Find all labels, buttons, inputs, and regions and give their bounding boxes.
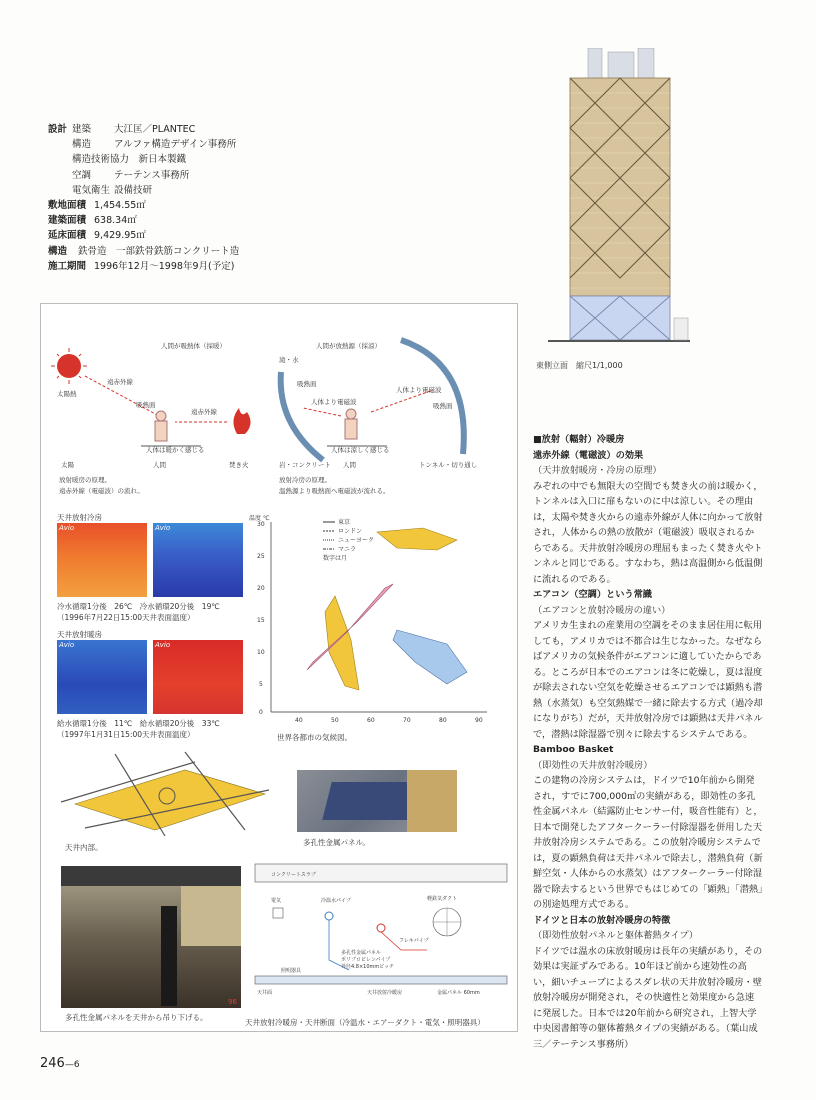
sun-icon xyxy=(57,354,81,378)
light-label: 照明器具 xyxy=(281,968,302,974)
absorb-surface-label-2: 吸熱面 xyxy=(297,380,317,388)
person-label: 人間 xyxy=(153,461,166,469)
london-area xyxy=(393,630,467,684)
svg-text:0: 0 xyxy=(259,709,263,716)
spec-value: 9,429.95㎡ xyxy=(94,230,146,242)
heating-date: （1997年1月31日15:00天井表面温度） xyxy=(57,730,195,739)
elec-label: 電気 xyxy=(271,898,282,904)
pp-label: ポリプロピレンパイプ xyxy=(341,957,391,963)
rock-label: 岩・コンクリート xyxy=(279,461,331,469)
thermo-brand: Avio xyxy=(59,524,75,532)
section-body: みぞれの中でも無限大の空間でも焚き火の前は暖かく，トンネルは入口に扉もないのに中は涼しい。その理由は，太陽や焚き火からの遠赤外線が人体に向かって放射され，人体からの熱の放散が（電磁波）吸収されるからである。天井放射冷暖房の理屈もまったく焚き火やトンネルと同じである。すなわち，熱は高温側から低温側に流れるのである。 xyxy=(533,480,763,585)
ceiling-interior-sketch xyxy=(55,744,275,840)
heat-caption-2: 遠赤外線（電磁波）の流れ。 xyxy=(59,487,144,495)
svg-text:15: 15 xyxy=(257,617,265,624)
spec-value: 鉄骨造 一部鉄骨鉄筋コンクリート造 xyxy=(78,245,240,257)
ceiling-heating-title: 天井放射暖房 xyxy=(57,630,102,639)
spec-value: 新日本製鐵 xyxy=(138,154,187,166)
photo-number: 96 xyxy=(228,998,237,1006)
person-icon-2 xyxy=(345,409,357,439)
metal-panel-caption: 多孔性金属パネル。 xyxy=(303,838,370,847)
svg-text:50: 50 xyxy=(331,717,339,724)
spec-design-label: 設計 xyxy=(48,124,68,135)
ceiling-cooling-label: 天井放射冷暖房 xyxy=(367,990,403,996)
cooling-title: 人間が放熱源（採涼） xyxy=(316,342,381,350)
person-label-2: 人間 xyxy=(343,461,356,469)
climate-chart xyxy=(247,512,497,730)
ceiling-cooling-title: 天井放射冷房 xyxy=(57,513,102,522)
svg-text:80: 80 xyxy=(439,717,447,724)
slab-label: コンクリートスラブ xyxy=(271,872,316,878)
tokyo-area xyxy=(325,596,359,690)
climate-legend xyxy=(323,518,374,562)
duct-label: 軽鉄気ダクト xyxy=(427,896,458,902)
thermal-image-heat-2 xyxy=(153,640,243,714)
svg-text:5: 5 xyxy=(259,681,263,688)
spec-key: 建築面積 xyxy=(48,215,87,227)
section-title: Bamboo Basket xyxy=(533,744,614,755)
section-body: この建物の冷房システムは，ドイツで10年前から開発され，すでに700,000㎡の実績がある，即効性の多孔性金属パネル（結露防止センサー付，吸音性能有）と，日本で開発したアフタークーラー付除湿器を併用した天井放射冷房システムである。この放射冷暖房システムでは，夏の顕熱負荷は天井パネルで除去し，潜熱負荷（新鮮空気・人体からの水蒸気）はアフタークーラー付除湿器で除去するという世界でもはじめての「顕熱」「潜熱」の別途処理方式である。 xyxy=(533,775,763,910)
pp-size-label: 外径4.8×10mmピッチ xyxy=(341,964,395,970)
svg-text:数字は月: 数字は月 xyxy=(323,555,348,562)
section-body: ドイツでは温水の床放射暖房は長年の実績があり，その効果は実証ずみである。10年ほど前から速効性の高い，細いチューブによるスダレ状の天井放射冷暖房・壁放射冷暖房が開発され，その快適性と効果度から急速に発展した。日本では20年前から研究され，上智大学中央図書館等の躯体蓄熱タイプの実績がある。（葉山成三／テーテンス事務所） xyxy=(533,945,763,1050)
ceiling-interior-caption: 天井内部。 xyxy=(65,843,103,852)
tower-elevation-drawing xyxy=(540,48,690,353)
sun-heat-label: 太陽熱 xyxy=(57,390,77,398)
radiation-principle-diagram xyxy=(41,304,515,504)
svg-text:ニューヨーク: ニューヨーク xyxy=(338,537,375,544)
spec-value: 1,454.55㎡ xyxy=(94,200,146,212)
heating-title: 人間が吸熱体（採暖） xyxy=(161,342,226,350)
sun-label: 太陽 xyxy=(61,461,74,469)
spec-key: 施工期間 xyxy=(48,260,87,272)
svg-text:東京: 東京 xyxy=(338,519,351,526)
ceiling-label: 天井面 xyxy=(257,990,273,996)
far-ir-label: 遠赤外線 xyxy=(107,378,133,386)
spec-key: 敷地面積 xyxy=(48,200,87,212)
page-number: 246—6 xyxy=(40,1056,80,1071)
warm-feel-label: 人体は暖かく感じる xyxy=(146,446,205,454)
spec-key: 建築 xyxy=(72,124,92,135)
spec-key: 構造 xyxy=(72,139,92,151)
metal-panel-photo xyxy=(297,770,457,832)
thermo-brand: Avio xyxy=(155,641,171,649)
heating-caption-1: 給水循環1分後 11℃ 給水循環20分後 33℃ xyxy=(57,719,220,728)
climate-axis-label: 温度 ℃ xyxy=(249,515,270,522)
hanging-panel-photo xyxy=(61,866,241,1008)
manila-area xyxy=(377,528,457,550)
person-icon xyxy=(155,411,167,441)
spec-value: テーテンス事務所 xyxy=(114,169,190,181)
pipe-label: 冷温水パイプ xyxy=(321,898,351,904)
spec-key: 構造技術協力 xyxy=(72,154,130,166)
section-paren: （エアコンと放射冷暖房の違い） xyxy=(533,604,671,616)
section-title: ドイツと日本の放射冷暖房の特徴 xyxy=(533,914,671,926)
spec-value: アルファ構造デザイン事務所 xyxy=(114,139,237,151)
ir-from-body-label: 人体より電磁波 xyxy=(311,398,357,406)
svg-text:20: 20 xyxy=(257,585,265,592)
spec-key: 延床面積 xyxy=(48,230,87,242)
cool-caption-1: 放射冷房の原理。 xyxy=(279,476,331,484)
cooling-caption-1: 冷水循環1分後 26℃ 冷水循環20分後 19℃ xyxy=(57,602,220,611)
spec-value: 638.34㎡ xyxy=(94,215,137,227)
hanging-caption: 多孔性金属パネルを天井から吊り下げる。 xyxy=(65,1013,208,1022)
thermo-brand: Avio xyxy=(155,524,171,532)
section-paren: （天井放射暖房・冷房の原理） xyxy=(533,465,662,476)
svg-text:70: 70 xyxy=(403,717,411,724)
panel-label: 多孔性金属パネル xyxy=(341,950,382,956)
svg-text:25: 25 xyxy=(257,553,265,560)
section-subtitle: 遠赤外線（電磁波）の効果 xyxy=(533,449,644,461)
spec-key: 構造 xyxy=(48,245,68,257)
section-paren: （即効性放射パネルと躯体蓄熱タイプ） xyxy=(533,930,699,941)
flex-label: フレキパイプ xyxy=(399,938,429,944)
spec-key: 電気衛生 xyxy=(72,184,111,196)
section-title: エアコン（空調）という常識 xyxy=(533,589,652,600)
climate-caption: 世界各都市の気候図。 xyxy=(277,733,352,742)
svg-text:10: 10 xyxy=(257,649,265,656)
heat-caption-1: 放射暖房の原理。 xyxy=(59,476,111,484)
svg-text:30: 30 xyxy=(257,521,265,528)
thermal-image-cool-2 xyxy=(153,523,243,597)
cooling-date: （1996年7月22日15:00天井表面温度） xyxy=(57,613,195,622)
metal-label: 金属パネル 60mm xyxy=(437,990,480,996)
thermal-image-cool-1 xyxy=(57,523,147,597)
cool-feel-label: 人体は涼しく感じる xyxy=(331,446,390,454)
far-ir-label-2: 遠赤外線 xyxy=(191,408,217,416)
water-label: 滝・水 xyxy=(279,356,299,364)
thermo-brand: Avio xyxy=(59,641,75,649)
spec-value: 1996年12月～1998年9月(予定) xyxy=(94,260,235,272)
svg-text:ロンドン: ロンドン xyxy=(338,528,363,535)
section-paren: （即効性の天井放射冷暖房） xyxy=(533,759,653,771)
tunnel-label: トンネル・切り通し xyxy=(419,461,478,469)
article-column xyxy=(533,432,763,1052)
cool-caption-2: 温熱源より吸熱面へ電磁波が流れる。 xyxy=(279,487,390,495)
section-title: ■放射（輻射）冷暖房 xyxy=(533,434,625,445)
author-credit: （葉山成三／テーテンス事務所） xyxy=(533,1023,758,1050)
ir-from-body-label-2: 人体より電磁波 xyxy=(396,386,442,394)
svg-text:マニラ: マニラ xyxy=(338,546,357,553)
absorb-surface-label: 吸熱面 xyxy=(136,401,156,409)
fire-label: 焚き火 xyxy=(229,461,249,469)
figure-frame xyxy=(40,303,518,1032)
section-caption: 天井放射冷暖房・天井断面（冷温水・エアーダクト・電気・照明器具） xyxy=(245,1018,485,1027)
absorb-surface-label-3: 吸熱面 xyxy=(433,402,453,410)
ceiling-section-drawing xyxy=(251,860,511,1012)
section-body: アメリカ生まれの産業用の空調をそのまま居住用に転用しても，アメリカでは不都合は生じなかった。なぜならばアメリカの気候条件がエアコンに適していたからである。ところが日本でのエアコンは冬に乾燥し，夏は湿度が除去されない空気を乾燥させるエアコンでは顕熱も潜熱（水蒸気）も空気熱媒で一緒に除去する方式（過冷却になりがち）だが，天井放射冷房では顕熱は天井パネルで，潜熱は除湿器で別々に除去するシステムである。 xyxy=(533,620,763,740)
spec-value: 大江匡／PLANTEC xyxy=(114,124,196,135)
fire-icon xyxy=(233,408,250,434)
spec-value: 設備技研 xyxy=(114,184,153,196)
thermal-image-heat-1 xyxy=(57,640,147,714)
spec-key: 空調 xyxy=(72,169,92,181)
svg-text:40: 40 xyxy=(295,717,303,724)
svg-text:90: 90 xyxy=(475,717,483,724)
svg-text:60: 60 xyxy=(367,717,375,724)
elevation-caption: 東側立面 縮尺1/1,000 xyxy=(536,361,623,370)
spec-block xyxy=(48,122,308,274)
